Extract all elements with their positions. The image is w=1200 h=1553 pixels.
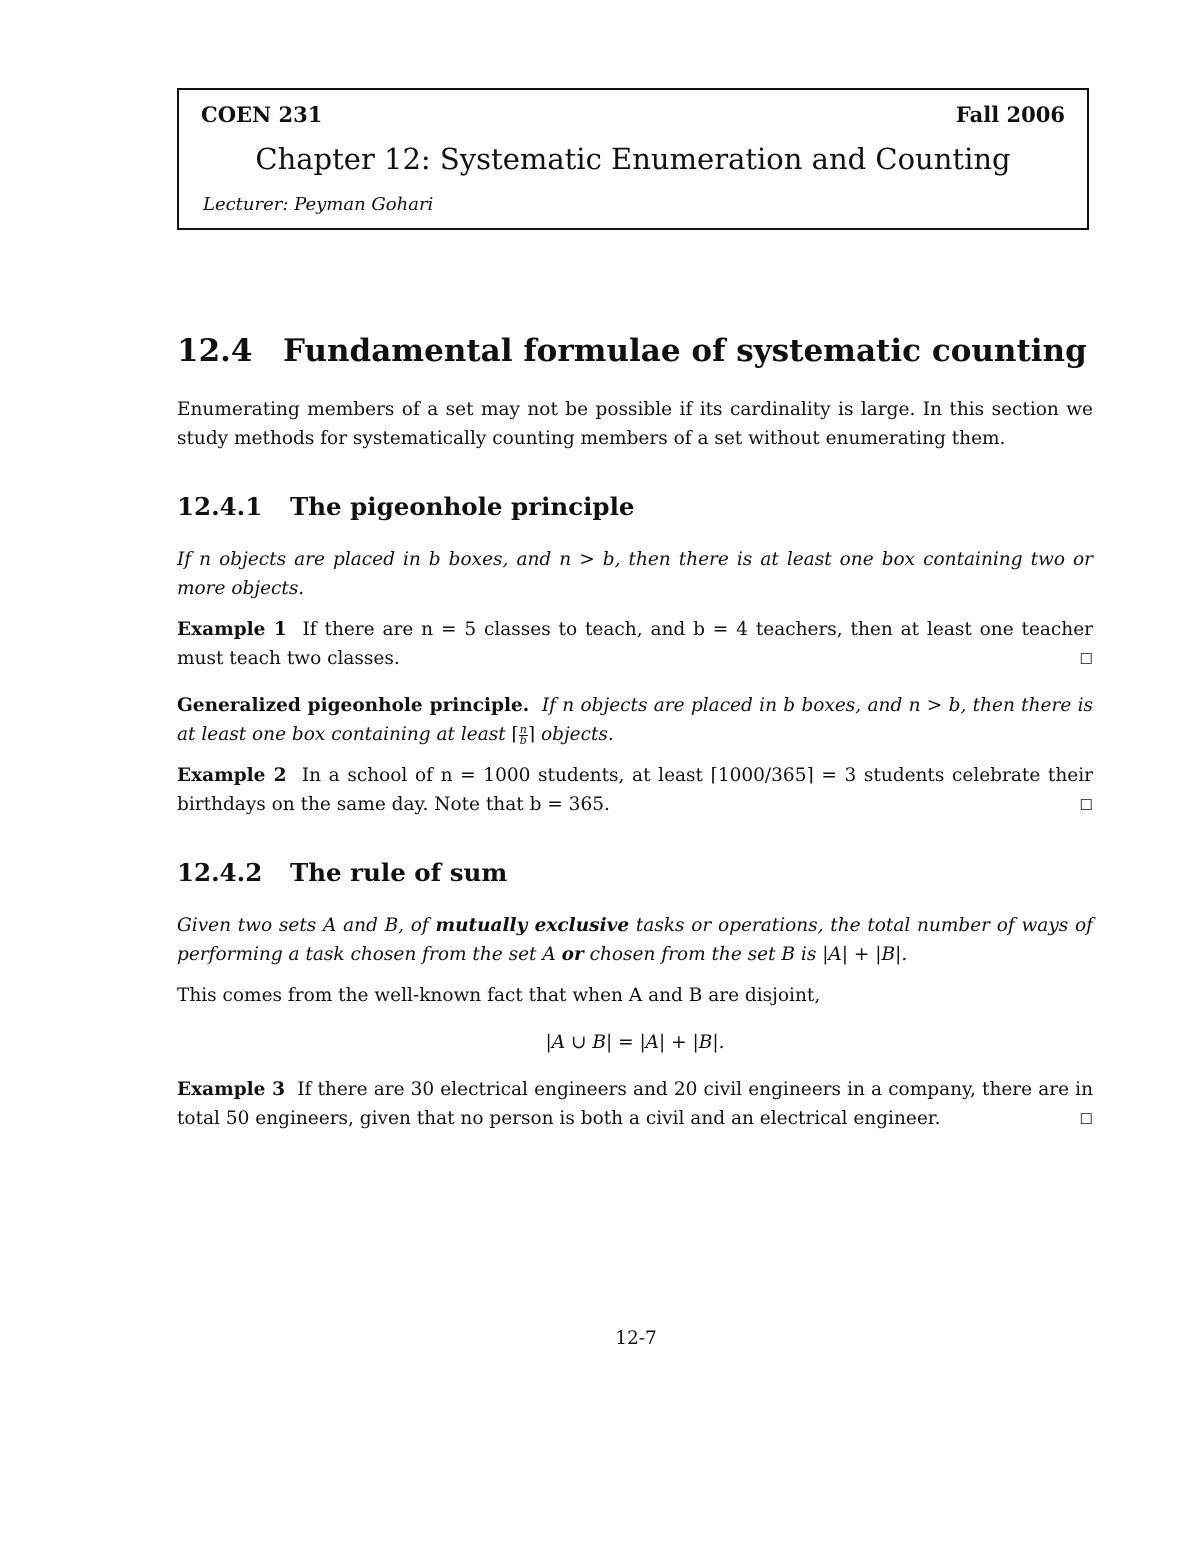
rule-of-sum-fact: This comes from the well-known fact that when A and B are disjoint, <box>177 985 821 1006</box>
generalized-principle <box>177 691 1093 749</box>
generalized-text: If n objects are placed in b boxes, and n > b, then there is at least one box containing at least <box>177 695 1093 745</box>
qed-icon: ☐ <box>1079 1110 1093 1128</box>
statement-emphasis: mutually exclusive <box>435 915 630 936</box>
term: Fall 2006 <box>955 102 1065 127</box>
page-content <box>177 328 1093 1134</box>
rule-of-sum-statement <box>177 911 1093 969</box>
statement-emphasis: or <box>561 944 584 965</box>
example-label: Example 3 <box>177 1079 285 1100</box>
example-3 <box>177 1075 1093 1133</box>
union-equation: |A ∪ B| = |A| + |B|. <box>545 1032 725 1053</box>
subsection-number: 12.4.2 <box>177 858 263 887</box>
example-text: If there are n = 5 classes to teach, and b = 4 teachers, then at least one teacher must teach two classes. <box>177 619 1093 669</box>
example-label: Example 1 <box>177 619 287 640</box>
example-text: If there are 30 electrical engineers and 20 civil engineers in a company, there are in total 50 engineers, given that no person is both a civil and an electrical engineer. <box>177 1079 1093 1129</box>
section-title: Fundamental formulae of systematic counting <box>283 333 1087 369</box>
subsection-number: 12.4.1 <box>177 492 263 521</box>
header-box <box>177 88 1089 230</box>
section-number: 12.4 <box>177 333 253 369</box>
section-heading <box>177 328 1093 374</box>
ceil-numerator: n <box>519 722 527 736</box>
statement-part: tasks or operations, the total number of ways of performing a task chosen from the set A <box>177 915 1093 965</box>
section-intro: Enumerating members of a set may not be possible if its cardinality is large. In this section we study methods for systematically counting members of a set without enumerating them. <box>177 399 1093 449</box>
subsection-heading-pigeonhole <box>177 489 1093 525</box>
qed-icon: ☐ <box>1079 650 1093 668</box>
statement-part: chosen from the set B is |A| + |B|. <box>589 944 908 965</box>
example-2 <box>177 761 1093 819</box>
example-text: In a school of n = 1000 students, at least ⌈1000/365⌉ = 3 students celebrate their birthdays on the same day. Note that b = 365. <box>177 765 1093 815</box>
course-code: COEN 231 <box>201 102 323 127</box>
subsection-title: The pigeonhole principle <box>290 492 635 521</box>
pigeonhole-statement: If n objects are placed in b boxes, and n > b, then there is at least one box containing two or more objects. <box>177 549 1093 599</box>
lecturer: Lecturer: Peyman Gohari <box>203 194 434 215</box>
ceiling-expression: ⌈ $\frac{n}{b}⌉$ <box>511 722 536 747</box>
example-1 <box>177 615 1093 673</box>
generalized-label: Generalized pigeonhole principle. <box>177 695 530 716</box>
example-label: Example 2 <box>177 765 287 786</box>
ceil-denominator: b <box>519 733 527 747</box>
chapter-title: Chapter 12: Systematic Enumeration and Counting <box>255 142 1011 176</box>
statement-part: Given two sets A and B, of <box>177 915 429 936</box>
page-number: 12-7 <box>615 1328 657 1349</box>
subsection-heading-rule-of-sum <box>177 855 1093 891</box>
qed-icon: ☐ <box>1079 796 1093 814</box>
subsection-title: The rule of sum <box>290 858 508 887</box>
generalized-tail: objects. <box>540 724 614 745</box>
